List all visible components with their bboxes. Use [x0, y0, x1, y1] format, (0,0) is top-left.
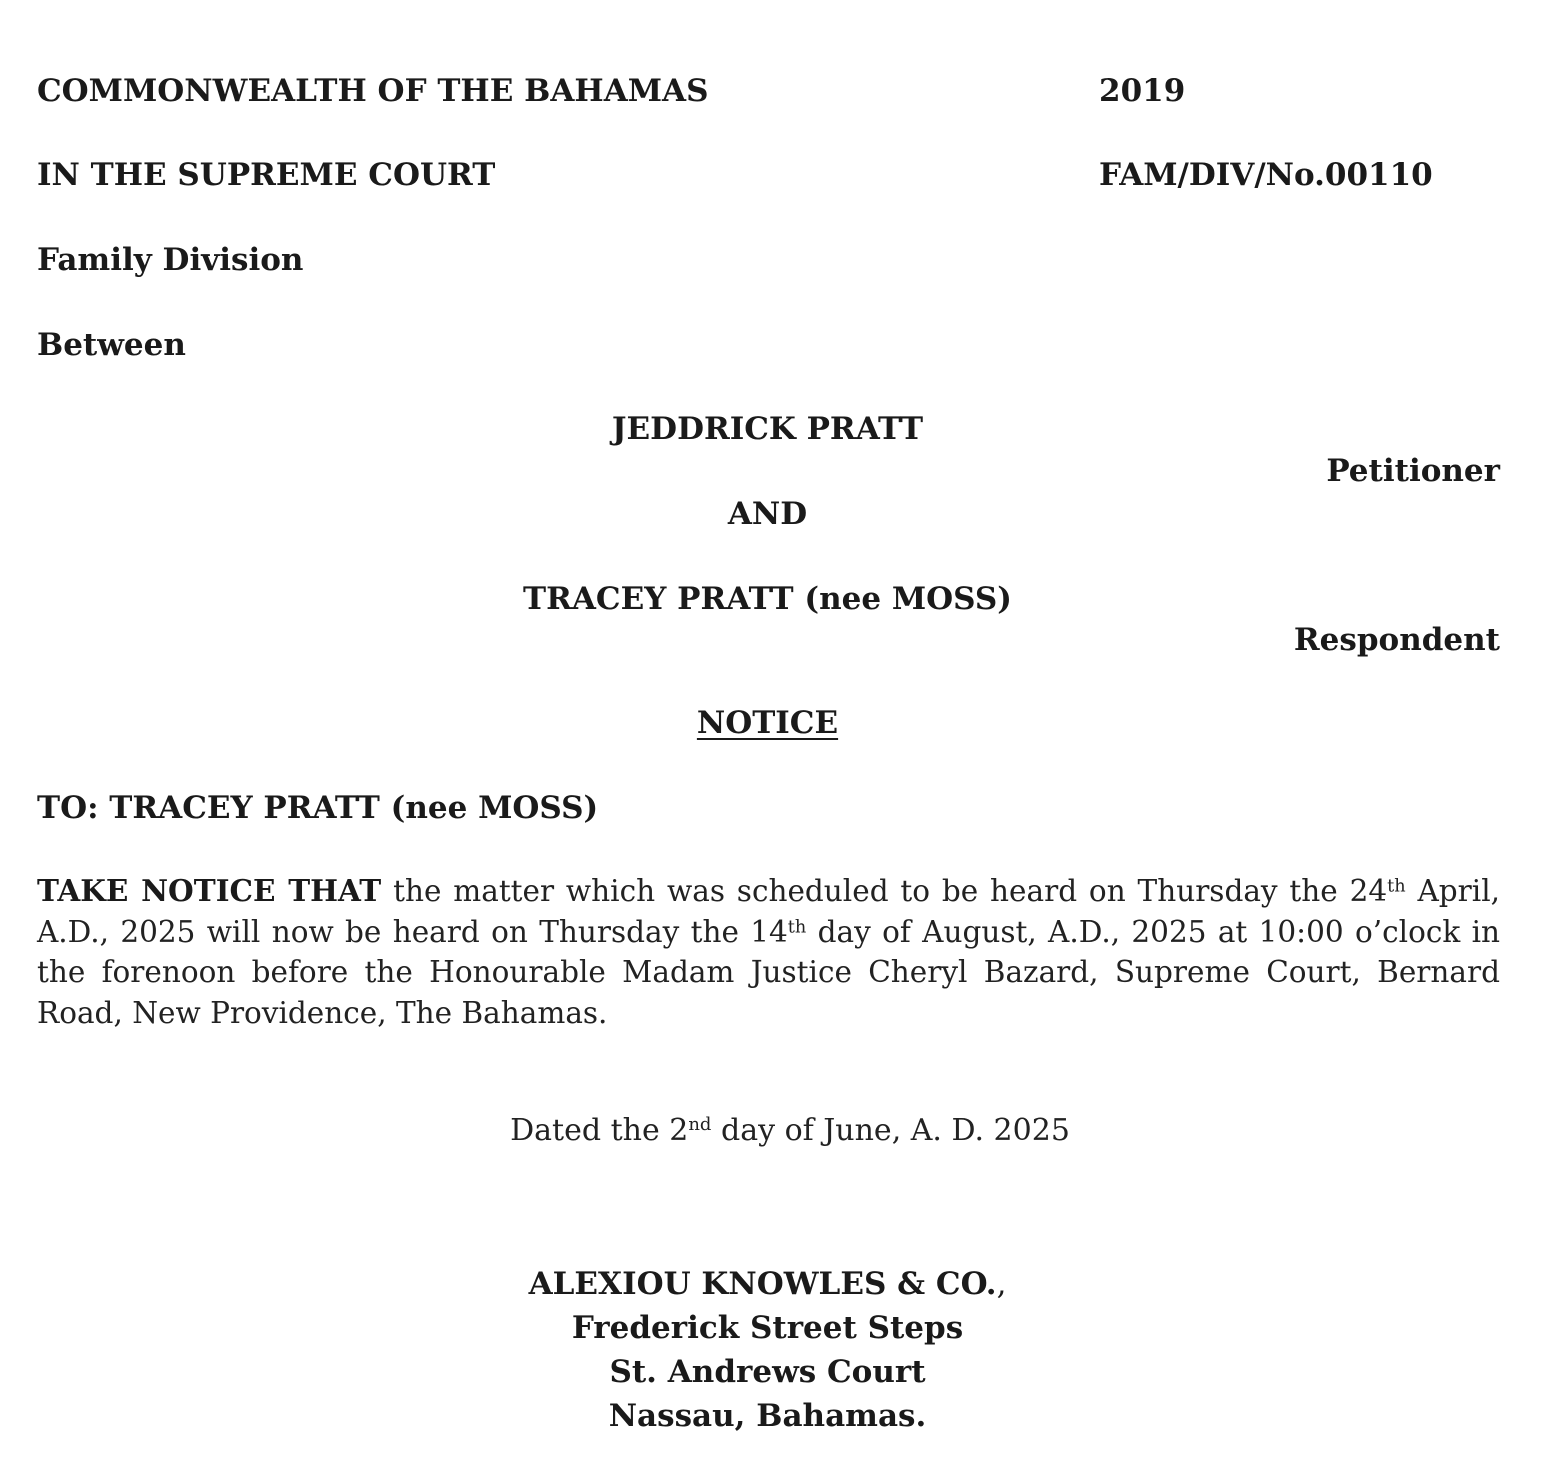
- dated-suffix: day of June, A. D. 2025: [711, 1113, 1070, 1148]
- petitioner-name: JEDDRICK PRATT: [611, 411, 924, 447]
- petitioner-label: Petitioner: [1326, 453, 1500, 489]
- firm-name-comma: ,: [996, 1266, 1007, 1302]
- jurisdiction-heading: COMMONWEALTH OF THE BAHAMAS: [37, 73, 709, 109]
- firm-address-line2: St. Andrews Court: [609, 1354, 926, 1390]
- notice-addressee: TO: TRACEY PRATT (nee MOSS): [37, 790, 599, 826]
- notice-body: [37, 871, 1500, 1033]
- firm-name: ALEXIOU KNOWLES & CO.: [528, 1266, 997, 1302]
- notice-lead: TAKE NOTICE THAT: [37, 873, 382, 908]
- respondent-name: TRACEY PRATT (nee MOSS): [523, 581, 1012, 617]
- notice-ordinal-2: th: [787, 916, 807, 937]
- notice-title-text: NOTICE: [696, 705, 839, 741]
- division-heading: Family Division: [37, 242, 304, 278]
- notice-body-part1: the matter which was scheduled to be heard on Thursday the 24: [381, 874, 1388, 908]
- notice-title: [0, 705, 1535, 741]
- case-year: 2019: [1099, 73, 1186, 109]
- notice-body-part3: day of August, A.D., 2025 at 10:00 o’clock in the forenoon before the Honourable Madam Justice Cheryl Bazard, Supreme Court, Bernard Road, New Providence, The Bahamas.: [37, 914, 1500, 1030]
- notice-body-part2: April, A.D., 2025 will now be heard on Thursday the 14: [37, 874, 1501, 949]
- firm-address-line3: Nassau, Bahamas.: [608, 1398, 927, 1434]
- dated-line: [0, 1113, 1560, 1149]
- conjunction-and: AND: [727, 496, 808, 532]
- case-number: FAM/DIV/No.00110: [1099, 157, 1433, 193]
- court-heading: IN THE SUPREME COURT: [37, 157, 496, 193]
- dated-prefix: Dated the 2: [510, 1113, 689, 1148]
- firm-address-line1: Frederick Street Steps: [571, 1310, 964, 1346]
- notice-ordinal-1: th: [1387, 876, 1406, 897]
- respondent-label: Respondent: [1293, 622, 1500, 658]
- firm-name-line: [0, 1262, 1535, 1306]
- dated-ordinal: nd: [688, 1114, 712, 1136]
- between-label: Between: [37, 327, 186, 363]
